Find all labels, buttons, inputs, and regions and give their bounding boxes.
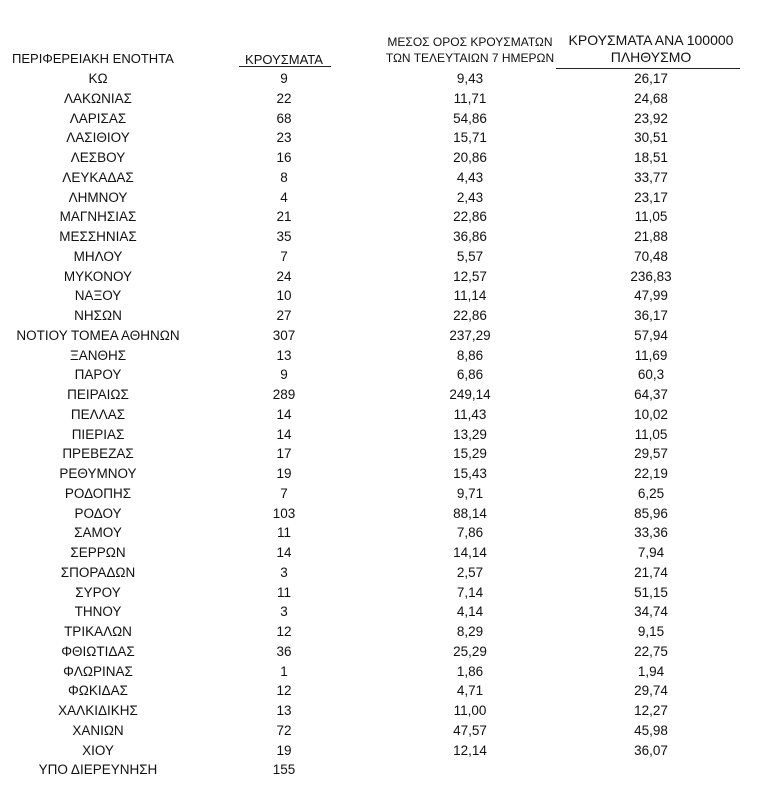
cell-region: ΠΡΕΒΕΖΑΣ (62, 446, 134, 462)
cell-cases-per-100k: 23,17 (634, 189, 668, 205)
cell-region: ΠΙΕΡΙΑΣ (71, 426, 125, 442)
table-row (0, 347, 780, 367)
header-avg-line-2: ΤΩΝ ΤΕΛΕΥΤΑΙΩΝ 7 ΗΜΕΡΩΝ (385, 51, 555, 65)
cell-region: ΡΕΘΥΜΝΟΥ (59, 466, 137, 481)
table-row (0, 445, 780, 465)
cell-cases-per-100k: 33,36 (634, 525, 668, 541)
cell-cases-per-100k: 34,74 (634, 604, 668, 620)
cell-avg-7-days: 1,86 (456, 663, 484, 679)
cell-avg-7-days: 15,71 (453, 130, 487, 146)
cell-region: ΤΡΙΚΑΛΩΝ (64, 624, 132, 639)
table-row (0, 228, 780, 248)
cell-cases: 72 (276, 722, 292, 738)
cell-cases-per-100k: 24,68 (634, 90, 668, 106)
cell-avg-7-days: 88,14 (453, 505, 487, 521)
cell-region: ΦΩΚΙΔΑΣ (68, 683, 128, 699)
cell-region: ΛΕΣΒΟΥ (70, 150, 126, 165)
header-per100k-underline (556, 68, 740, 69)
table-row (0, 90, 780, 110)
cell-cases: 35 (276, 229, 292, 244)
cell-region: ΝΑΞΟΥ (74, 288, 122, 304)
cell-cases: 155 (272, 762, 296, 778)
cell-cases: 68 (276, 110, 292, 126)
header-cases-per-100k (556, 32, 746, 66)
table-row (0, 110, 780, 130)
cell-region: ΝΗΣΩΝ (74, 308, 122, 323)
cell-cases: 11 (276, 525, 291, 541)
cell-cases-per-100k: 29,57 (634, 446, 668, 462)
cell-region: ΜΑΓΝΗΣΙΑΣ (59, 209, 137, 225)
cell-region: ΦΘΙΩΤΙΔΑΣ (61, 643, 135, 659)
cell-cases-per-100k: 22,75 (634, 643, 668, 659)
cell-cases-per-100k: 45,98 (634, 722, 668, 738)
header-cases-underline (239, 66, 331, 67)
cell-cases-per-100k: 236,83 (630, 268, 672, 284)
cell-cases-per-100k: 70,48 (634, 248, 668, 264)
cell-cases: 12 (276, 683, 292, 699)
cell-region: ΚΩ (88, 71, 108, 86)
cell-cases: 24 (276, 268, 292, 284)
cell-avg-7-days: 237,29 (449, 327, 491, 343)
table-row (0, 663, 780, 683)
cell-cases: 17 (276, 446, 292, 462)
cell-avg-7-days: 54,86 (453, 110, 487, 126)
table-row (0, 287, 780, 307)
cell-cases-per-100k: 23,92 (634, 110, 668, 126)
cases-table-body (0, 70, 780, 781)
cell-avg-7-days: 20,86 (453, 150, 487, 165)
table-row (0, 248, 780, 268)
cell-cases: 14 (276, 545, 292, 560)
table-row (0, 643, 780, 663)
cell-cases: 3 (280, 564, 288, 580)
table-row (0, 268, 780, 288)
cell-avg-7-days: 12,57 (453, 268, 487, 284)
table-row (0, 406, 780, 426)
cell-cases: 13 (276, 347, 292, 363)
cell-cases: 1 (280, 663, 288, 679)
table-row (0, 623, 780, 643)
cell-region: ΛΕΥΚΑΔΑΣ (62, 169, 134, 185)
cell-cases-per-100k: 21,74 (634, 564, 668, 580)
cell-region: ΛΑΡΙΣΑΣ (69, 110, 127, 126)
cell-cases-per-100k: 47,99 (634, 288, 668, 304)
cell-cases: 14 (276, 426, 292, 442)
cell-cases-per-100k: 60,3 (637, 367, 665, 383)
cell-avg-7-days: 9,71 (456, 485, 484, 501)
cell-cases: 14 (276, 406, 292, 422)
cell-region: ΜΥΚΟΝΟΥ (63, 268, 133, 284)
header-avg-line-1: ΜΕΣΟΣ ΟΡΟΣ ΚΡΟΥΣΜΑΤΩΝ (387, 35, 553, 49)
cell-avg-7-days: 249,14 (449, 387, 491, 402)
cell-cases: 21 (276, 209, 292, 225)
cell-cases: 9 (280, 367, 288, 383)
cell-cases-per-100k: 7,94 (637, 545, 665, 560)
table-row (0, 603, 780, 623)
table-row (0, 742, 780, 762)
cell-region: ΠΕΙΡΑΙΩΣ (67, 387, 129, 402)
cell-cases-per-100k: 30,51 (634, 130, 668, 146)
table-row (0, 485, 780, 505)
cell-avg-7-days: 14,14 (453, 545, 487, 560)
cell-cases: 19 (276, 742, 292, 758)
cell-cases-per-100k: 33,77 (634, 169, 668, 185)
table-row (0, 584, 780, 604)
cell-avg-7-days: 25,29 (453, 643, 487, 659)
cell-region: ΧΙΟΥ (82, 742, 114, 758)
cell-cases: 19 (276, 466, 292, 481)
cell-cases-per-100k: 11,05 (634, 426, 668, 442)
table-row (0, 722, 780, 742)
cell-cases-per-100k: 6,25 (637, 485, 665, 501)
table-row (0, 327, 780, 347)
cell-avg-7-days: 2,57 (456, 564, 484, 580)
cell-region: ΧΑΝΙΩΝ (72, 722, 124, 738)
cell-avg-7-days: 15,43 (453, 466, 487, 481)
table-row (0, 544, 780, 564)
table-row (0, 169, 780, 189)
table-row (0, 208, 780, 228)
cell-avg-7-days: 22,86 (453, 209, 487, 225)
cell-avg-7-days: 4,14 (456, 604, 484, 620)
cell-avg-7-days: 15,29 (453, 446, 487, 462)
header-region: ΠΕΡΙΦΕΡΕΙΑΚΗ ΕΝΟΤΗΤΑ (12, 51, 174, 66)
cell-cases: 12 (276, 624, 292, 639)
cell-cases-per-100k: 57,94 (634, 327, 668, 343)
cell-region: ΝΟΤΙΟΥ ΤΟΜΕΑ ΑΘΗΝΩΝ (16, 327, 180, 343)
cell-region: ΣΕΡΡΩΝ (70, 545, 126, 560)
cell-cases: 7 (280, 485, 288, 501)
cell-cases-per-100k: 85,96 (634, 505, 668, 521)
cell-avg-7-days: 2,43 (456, 189, 484, 205)
cell-region: ΦΛΩΡΙΝΑΣ (63, 663, 133, 679)
cell-cases-per-100k: 22,19 (634, 466, 668, 481)
cell-avg-7-days: 11,71 (453, 90, 487, 106)
cell-region: ΧΑΛΚΙΔΙΚΗΣ (58, 703, 138, 718)
cell-region: ΠΕΛΛΑΣ (70, 406, 126, 422)
cell-cases: 7 (280, 248, 288, 264)
cell-cases-per-100k: 26,17 (634, 71, 668, 86)
cell-region: ΣΥΡΟΥ (75, 584, 121, 600)
cell-cases-per-100k: 11,69 (634, 347, 668, 363)
cell-region: ΣΑΜΟΥ (74, 525, 122, 541)
table-row (0, 189, 780, 209)
table-row (0, 465, 780, 485)
cell-region: ΛΗΜΝΟΥ (68, 189, 128, 205)
table-row (0, 682, 780, 702)
cell-cases-per-100k: 11,05 (634, 209, 668, 225)
cell-cases-per-100k: 18,51 (634, 150, 668, 165)
cell-avg-7-days: 4,43 (456, 169, 484, 185)
cell-region: ΛΑΣΙΘΙΟΥ (66, 130, 130, 146)
table-row (0, 70, 780, 90)
cell-avg-7-days: 47,57 (453, 722, 487, 738)
cell-region: ΞΑΝΘΗΣ (69, 347, 127, 363)
cell-avg-7-days: 11,43 (453, 406, 487, 422)
header-cases: ΚΡΟΥΣΜΑΤΑ (245, 52, 323, 67)
cell-cases: 36 (276, 643, 292, 659)
cell-cases: 307 (272, 327, 296, 343)
cell-cases-per-100k: 21,88 (634, 229, 668, 244)
cell-region: ΡΟΔΟΠΗΣ (64, 485, 132, 501)
cell-avg-7-days: 5,57 (456, 248, 484, 264)
cell-avg-7-days: 13,29 (453, 426, 487, 442)
table-row (0, 386, 780, 406)
header-avg-7-days (378, 34, 562, 66)
cell-cases: 11 (276, 584, 291, 600)
cell-cases: 23 (276, 130, 292, 146)
table-row (0, 129, 780, 149)
cell-cases: 10 (276, 288, 292, 304)
cell-avg-7-days: 4,71 (456, 683, 484, 699)
header-per100k-line-2: ΠΛΗΘΥΣΜΟ (610, 49, 692, 65)
cell-region: ΤΗΝΟΥ (74, 604, 122, 620)
cell-avg-7-days: 7,86 (456, 525, 484, 541)
cell-region: ΜΗΛΟΥ (73, 248, 123, 264)
table-row (0, 702, 780, 722)
cell-avg-7-days: 36,86 (453, 229, 487, 244)
cell-region: ΜΕΣΣΗΝΙΑΣ (59, 229, 137, 244)
cell-cases: 9 (280, 71, 288, 86)
cell-region: ΣΠΟΡΑΔΩΝ (60, 564, 136, 580)
cell-avg-7-days: 11,00 (453, 703, 487, 718)
cell-cases-per-100k: 1,94 (637, 663, 665, 679)
cell-region: ΡΟΔΟΥ (74, 505, 122, 521)
cell-cases: 4 (280, 189, 288, 205)
cell-cases: 8 (280, 169, 288, 185)
cell-cases-per-100k: 36,07 (634, 742, 668, 758)
cell-cases-per-100k: 36,17 (634, 308, 668, 323)
cell-region: ΥΠΟ ΔΙΕΡΕΥΝΗΣΗ (38, 762, 158, 778)
table-row (0, 761, 780, 781)
cell-avg-7-days: 8,86 (456, 347, 484, 363)
cell-cases-per-100k: 51,15 (634, 584, 668, 600)
cell-avg-7-days: 9,43 (456, 71, 484, 86)
header-per100k-line-1: ΚΡΟΥΣΜΑΤΑ ΑΝΑ 100000 (568, 32, 734, 48)
table-row (0, 366, 780, 386)
table-row (0, 149, 780, 169)
cell-avg-7-days: 22,86 (453, 308, 487, 323)
cell-cases: 289 (272, 387, 296, 402)
table-row (0, 524, 780, 544)
table-row (0, 307, 780, 327)
cell-avg-7-days: 11,14 (453, 288, 487, 304)
cell-region: ΛΑΚΩΝΙΑΣ (64, 90, 132, 106)
cell-cases-per-100k: 9,15 (637, 624, 665, 639)
table-row (0, 564, 780, 584)
table-row (0, 505, 780, 525)
cell-cases: 103 (272, 505, 296, 521)
cell-avg-7-days: 7,14 (456, 584, 484, 600)
cell-avg-7-days: 6,86 (456, 367, 484, 383)
cell-avg-7-days: 8,29 (456, 624, 484, 639)
cell-cases: 16 (276, 150, 292, 165)
cell-cases: 22 (276, 90, 292, 106)
cell-cases-per-100k: 29,74 (634, 683, 668, 699)
table-row (0, 426, 780, 446)
cell-region: ΠΑΡΟΥ (74, 367, 122, 383)
cell-avg-7-days: 12,14 (453, 742, 487, 758)
cell-cases-per-100k: 64,37 (634, 387, 668, 402)
cell-cases-per-100k: 12,27 (634, 703, 668, 718)
cell-cases: 27 (276, 308, 292, 323)
cell-cases: 13 (276, 703, 292, 718)
cell-cases: 3 (280, 604, 288, 620)
cell-cases-per-100k: 10,02 (634, 406, 668, 422)
